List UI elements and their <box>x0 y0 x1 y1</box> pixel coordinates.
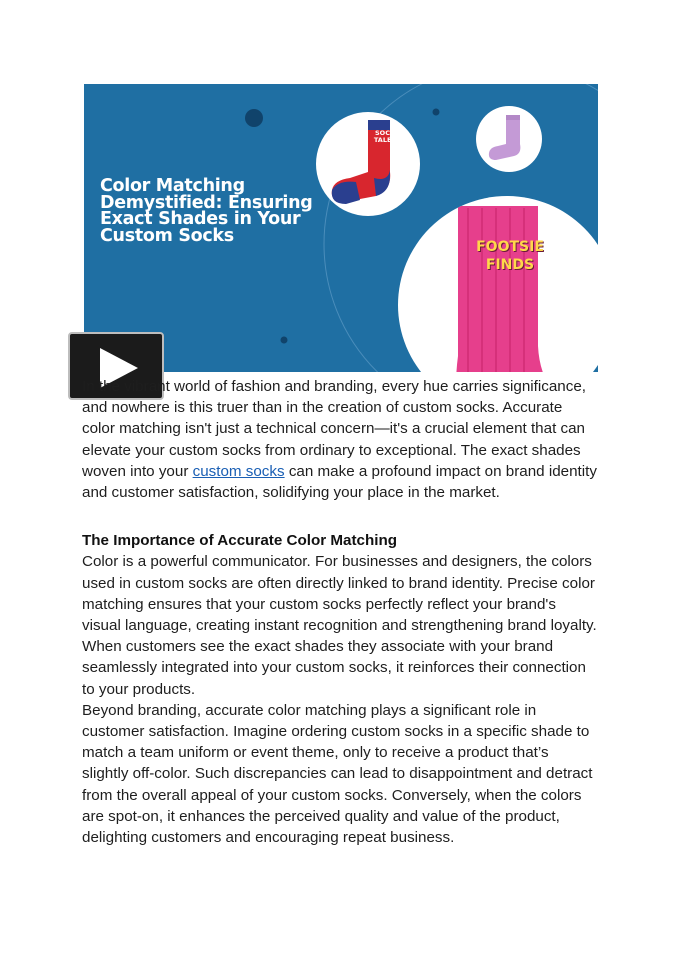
hero-banner <box>84 84 598 372</box>
footsie-finds-sock-image <box>398 196 598 372</box>
custom-socks-link[interactable]: custom socks <box>192 462 285 480</box>
footsie-finds-label: FOOTSIE FINDS <box>476 239 544 273</box>
sock-tales-label: SOCK TALES <box>373 129 397 144</box>
banner-title: Color Matching Demystified: Ensuring Exact Shades in Your Custom Socks <box>100 176 313 246</box>
section-heading: The Importance of Accurate Color Matching <box>82 532 398 550</box>
paragraph-2: Beyond branding, accurate color matching plays a significant role in customer satisfaction. Imagine ordering custom socks in a specific shade to match a team uniform or event theme, only to receive a product that’s slightly off-color. Such discrepancies can lead to disappointment and detract from the overall appeal of your custom socks. Conversely, when the colors are spot-on, it enhances the perceived quality and value of the product, delighting customers and encouraging repeat business. <box>82 701 593 847</box>
lilac-sock-image <box>476 106 542 172</box>
paragraph-1: Color is a powerful communicator. For businesses and designers, the colors used in custom socks are often directly linked to brand identity. Precise color matching ensures that your custom socks perfectly reflect your brand's visual language, creating instant recognition and strengthening brand loyalty. When customers see the exact shades they associate with your brand seamlessly integrated into your custom socks, it reinforces their connection to your products. <box>82 553 597 698</box>
article-body <box>82 376 598 848</box>
intro-paragraph: In the vibrant world of fashion and branding, every hue carries significance, and nowhere is this truer than in the creation of custom socks. Accurate color matching isn't just a technical concern—it's a crucial element that can elevate your custom socks from ordinary to exceptional. The exact shades woven into your custom socks can make a profound impact on brand identity and customer satisfaction, solidifying your place in the market. <box>82 378 597 502</box>
